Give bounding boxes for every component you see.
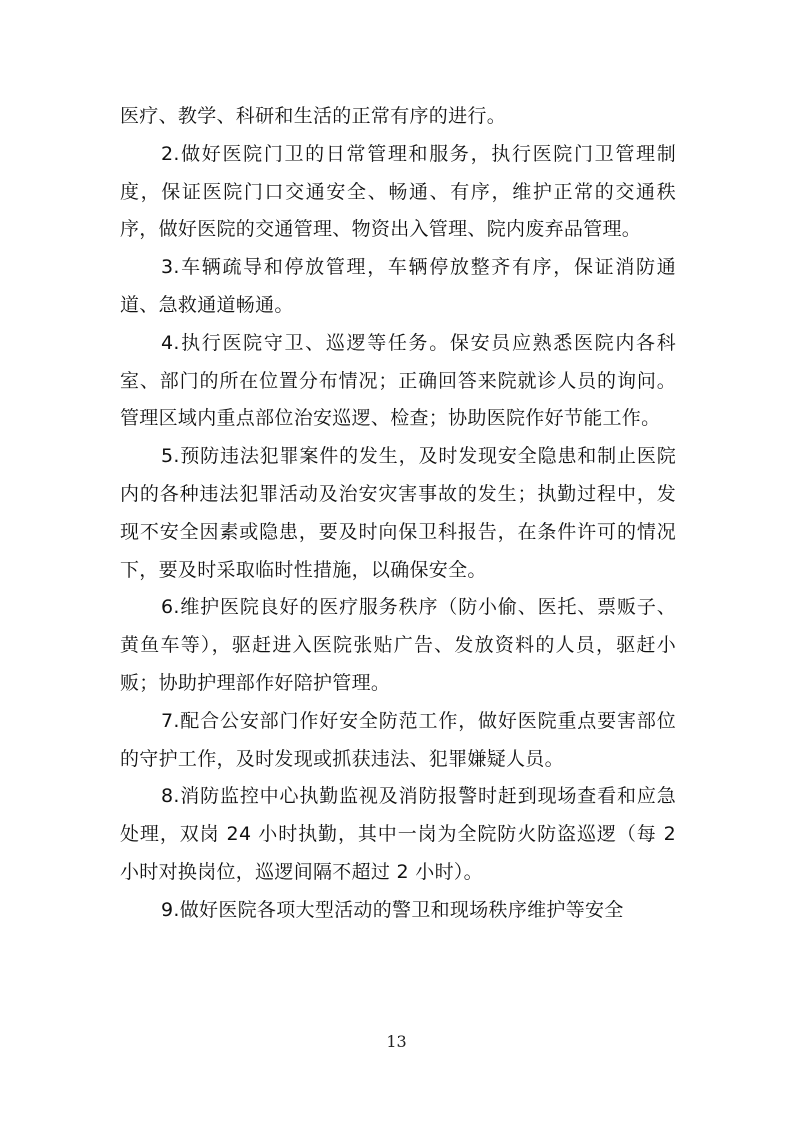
paragraph-item-6: 6.维护医院良好的医疗服务秩序（防小偷、医托、票贩子、黄鱼车等），驱赶进入医院张贴广告、发放资料的人员，驱赶小贩；协助护理部作好陪护管理。 (120, 596, 676, 694)
page-number: 13 (386, 1032, 407, 1051)
paragraph-item-2: 2.做好医院门卫的日常管理和服务，执行医院门卫管理制度，保证医院门口交通安全、畅通、有序，维护正常的交通秩序，做好医院的交通管理、物资出入管理、院内废弃品管理。 (120, 142, 676, 241)
paragraph-item-3: 3.车辆疏导和停放管理，车辆停放整齐有序，保证消防通道、急救通道畅通。 (120, 256, 676, 316)
document-body (120, 98, 676, 930)
paragraph-item-4: 4.执行医院守卫、巡逻等任务。保安员应熟悉医院内各科室、部门的所在位置分布情况；正确回答来院就诊人员的询问。管理区域内重点部位治安巡逻、检查；协助医院作好节能工作。 (120, 331, 676, 430)
paragraph-continuation: 医疗、教学、科研和生活的正常有序的进行。 (120, 105, 507, 127)
paragraph-item-9: 9.做好医院各项大型活动的警卫和现场秩序维护等安全 (161, 898, 624, 921)
paragraph-item-5: 5.预防违法犯罪案件的发生，及时发现安全隐患和制止医院内的各种违法犯罪活动及治安灾害事故的发生；执勤过程中，发现不安全因素或隐患，要及时向保卫科报告，在条件许可的情况下，要及时采取临时性措施，以确保安全。 (120, 445, 676, 581)
paragraph-item-7: 7.配合公安部门作好安全防范工作，做好医院重点要害部位的守护工作，及时发现或抓获违法、犯罪嫌疑人员。 (120, 709, 676, 770)
paragraph-item-8: 8.消防监控中心执勤监视及消防报警时赶到现场查看和应急处理，双岗 24 小时执勤，其中一岗为全院防火防盗巡逻（每 2 小时对换岗位，巡逻间隔不超过 2 小时）。 (120, 785, 676, 883)
